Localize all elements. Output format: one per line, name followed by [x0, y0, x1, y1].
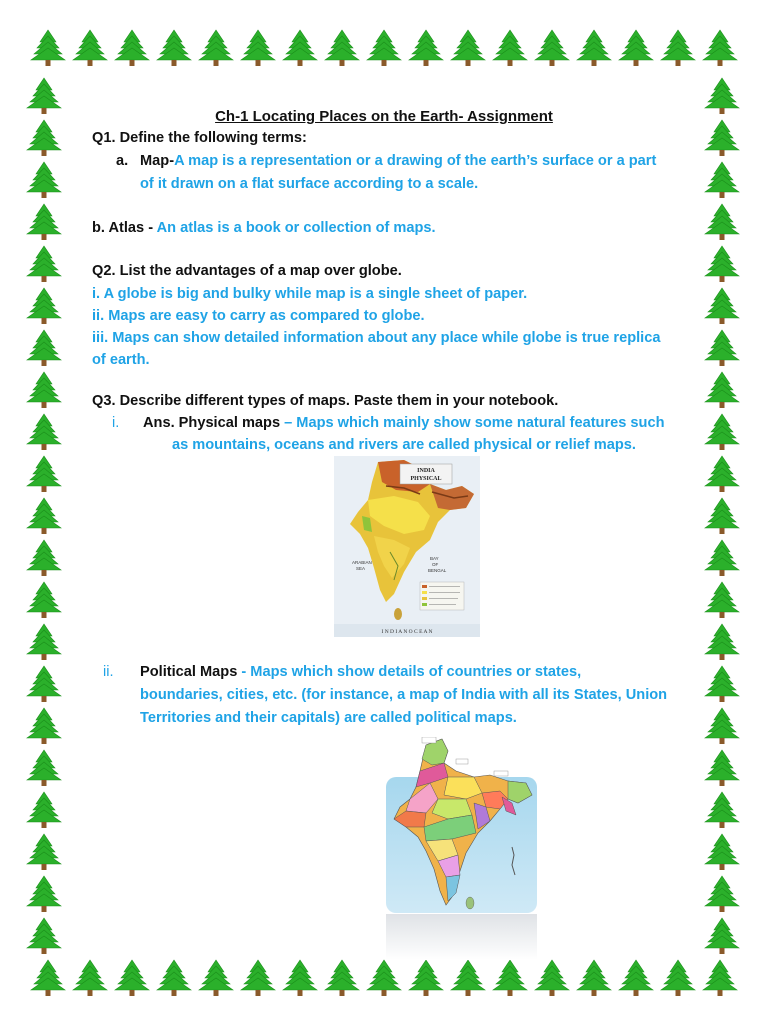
tree-icon [705, 414, 739, 450]
tree-icon [27, 204, 61, 240]
tree-icon [577, 30, 611, 66]
tree-icon [703, 960, 737, 996]
tree-icon [325, 30, 359, 66]
tree-icon [27, 708, 61, 744]
tree-icon [27, 750, 61, 786]
tree-icon [705, 624, 739, 660]
q3-ii-marker: ii. [103, 664, 114, 680]
q1-a-marker: a. [116, 153, 129, 169]
tree-icon [619, 30, 653, 66]
q3-ii-answer-line1: - Maps which show details of countries or states, [237, 664, 582, 680]
tree-icon [27, 330, 61, 366]
tree-icon [451, 30, 485, 66]
tree-icon [705, 330, 739, 366]
tree-icon [493, 30, 527, 66]
q1-b-line [92, 220, 436, 236]
tree-icon [27, 414, 61, 450]
tree-icon [705, 582, 739, 618]
tree-icon [241, 960, 275, 996]
tree-icon [661, 960, 695, 996]
tree-icon [283, 30, 317, 66]
q3-ii-term: Political Maps [140, 664, 238, 680]
political-map-reflection [386, 914, 537, 960]
q1-b-answer: An atlas is a book or collection of maps. [156, 220, 436, 236]
tree-icon [705, 792, 739, 828]
tree-icon [451, 960, 485, 996]
tree-icon [705, 834, 739, 870]
q1-a-answer-line2: of it drawn on a flat surface according to a scale. [140, 176, 479, 192]
q3-heading: Q3. Describe different types of maps. Paste them in your notebook. [92, 393, 559, 409]
tree-icon [283, 960, 317, 996]
tree-icon [619, 960, 653, 996]
physical-map-title-line1: INDIA [417, 468, 435, 474]
tree-icon [27, 834, 61, 870]
india-political-map-image [386, 737, 537, 913]
india-physical-map-image [334, 456, 480, 637]
tree-icon [577, 960, 611, 996]
tree-icon [325, 960, 359, 996]
tree-icon [705, 456, 739, 492]
q3-i-marker: i. [112, 415, 120, 431]
q1-b-term: b. Atlas - [92, 220, 157, 236]
tree-icon [115, 30, 149, 66]
tree-icon [27, 288, 61, 324]
tree-icon [31, 960, 65, 996]
tree-icon [27, 582, 61, 618]
q1-a-term: Map- [140, 153, 175, 169]
tree-icon [157, 960, 191, 996]
tree-icon [27, 162, 61, 198]
tree-icon [705, 750, 739, 786]
tree-icon [199, 960, 233, 996]
q2-point1: i. A globe is big and bulky while map is a single sheet of paper. [92, 286, 528, 302]
tree-icon [27, 540, 61, 576]
tree-icon [705, 498, 739, 534]
q2-point3-line2: of earth. [92, 352, 150, 368]
q1-heading: Q1. Define the following terms: [92, 130, 307, 146]
tree-icon [409, 960, 443, 996]
q3-i-term: Ans. Physical maps [143, 415, 285, 431]
tree-icon [705, 918, 739, 954]
tree-icon [703, 30, 737, 66]
q2-point2: ii. Maps are easy to carry as compared to globe. [92, 308, 425, 324]
tree-icon [27, 666, 61, 702]
tree-icon [705, 666, 739, 702]
q3-ii-line1 [140, 664, 581, 680]
tree-icon [199, 30, 233, 66]
tree-icon [73, 960, 107, 996]
tree-icon [705, 876, 739, 912]
tree-icon [661, 30, 695, 66]
tree-icon [27, 120, 61, 156]
physical-map-sea-label-line2: SEA [356, 566, 366, 571]
tree-icon [705, 162, 739, 198]
q1-a-line1 [140, 153, 656, 169]
physical-map-bay-label-line3: BENGAL [428, 568, 447, 573]
tree-icon [409, 30, 443, 66]
tree-icon [535, 30, 569, 66]
tree-icon [73, 30, 107, 66]
tree-icon [705, 540, 739, 576]
tree-icon [27, 876, 61, 912]
physical-map-bay-label-line1: BAY [430, 556, 439, 561]
tree-icon [705, 204, 739, 240]
q2-point3-line1: iii. Maps can show detailed information about any place while globe is true replica [92, 330, 661, 346]
tree-icon [705, 120, 739, 156]
tree-icon [367, 960, 401, 996]
physical-map-title-line2: PHYSICAL [410, 476, 442, 482]
tree-icon [705, 708, 739, 744]
tree-icon [157, 30, 191, 66]
tree-icon [31, 30, 65, 66]
tree-icon [705, 288, 739, 324]
tree-icon [705, 246, 739, 282]
tree-icon [27, 918, 61, 954]
tree-icon [115, 960, 149, 996]
tree-icon [27, 456, 61, 492]
q1-a-answer-line1: A map is a representation or a drawing of the earth’s surface or a part [174, 153, 657, 169]
assignment-title: Ch-1 Locating Places on the Earth- Assignment [215, 108, 553, 125]
tree-icon [27, 498, 61, 534]
tree-icon [535, 960, 569, 996]
tree-icon [27, 246, 61, 282]
tree-icon [27, 624, 61, 660]
tree-icon [27, 792, 61, 828]
q3-i-line1 [143, 415, 665, 431]
q3-ii-answer-line3: Territories and their capitals) are called political maps. [140, 710, 517, 726]
q3-i-answer-line1: – Maps which mainly show some natural features such [284, 415, 665, 431]
tree-icon [705, 372, 739, 408]
physical-map-ocean-label: I N D I A N O C E A N [381, 629, 433, 635]
q3-i-answer-line2: as mountains, oceans and rivers are called physical or relief maps. [172, 437, 636, 453]
physical-map-bay-label-line2: OF [432, 562, 439, 567]
tree-icon [241, 30, 275, 66]
physical-map-sea-label-line1: ARABIAN [352, 560, 372, 565]
tree-icon [27, 372, 61, 408]
tree-icon [367, 30, 401, 66]
q2-heading: Q2. List the advantages of a map over globe. [92, 263, 402, 279]
q3-ii-answer-line2: boundaries, cities, etc. (for instance, a map of India with all its States, Union [140, 687, 668, 703]
tree-icon [493, 960, 527, 996]
